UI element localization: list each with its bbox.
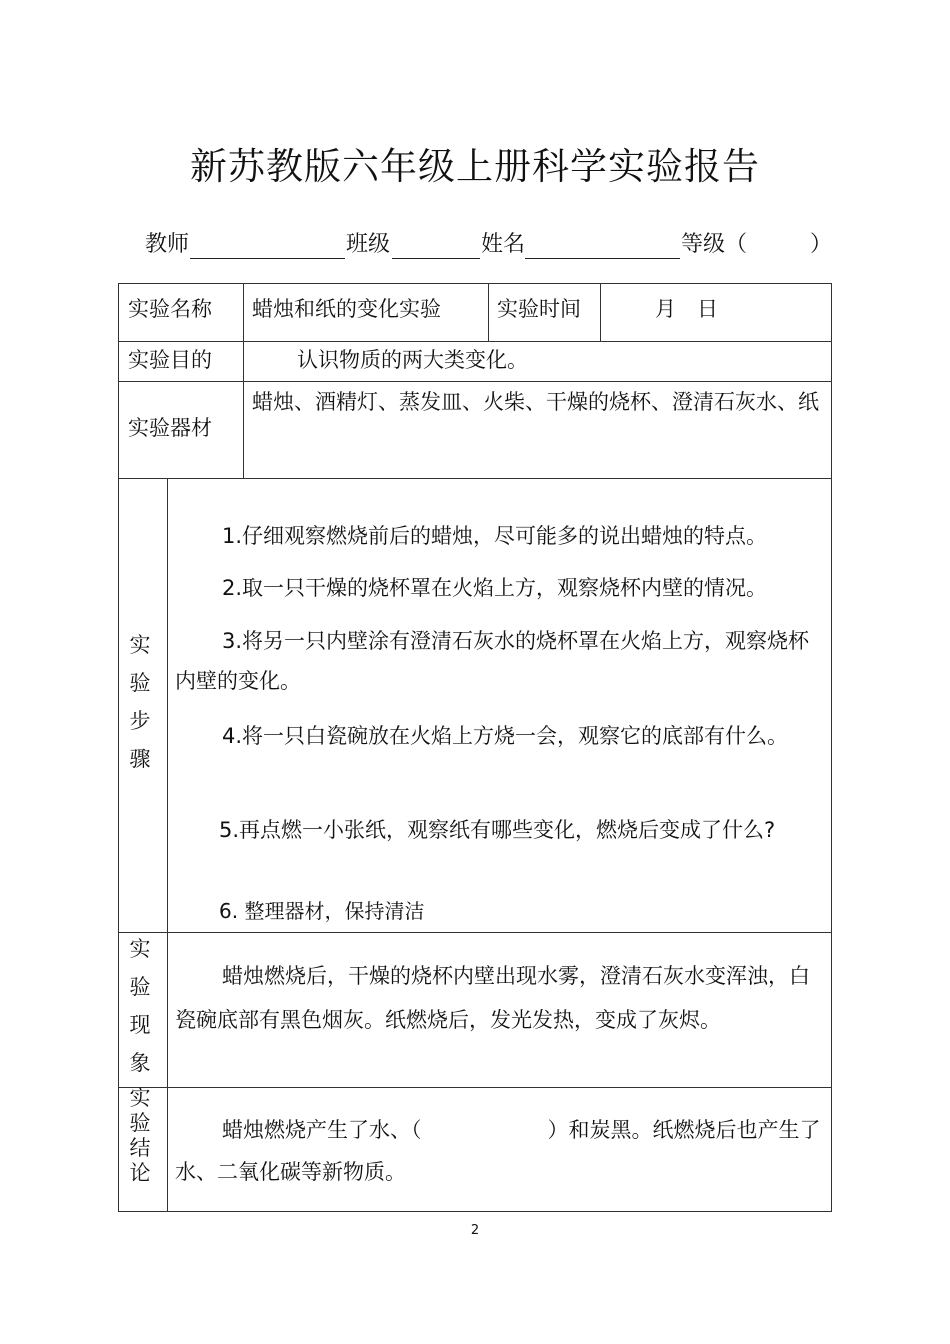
name-blank[interactable] <box>525 258 680 259</box>
grade-label: 等级（ <box>681 232 748 257</box>
step-item: 1.仔细观察燃烧前后的蜡烛，尽可能多的说出蜡烛的特点。 <box>222 524 768 548</box>
name-label: 姓名 <box>481 232 526 257</box>
steps-label: 实验步骤 <box>129 633 151 771</box>
step-item: 5.再点燃一小张纸，观察纸有哪些变化，燃烧后变成了什么? <box>219 818 776 842</box>
teacher-blank[interactable] <box>190 258 345 259</box>
experiment-time-label: 实验时间 <box>497 297 581 321</box>
experiment-name-value: 蜡烛和纸的变化实验 <box>252 297 441 321</box>
step-item: 3.将另一只内壁涂有澄清石灰水的烧杯罩在火焰上方，观察烧杯内壁的变化。 <box>175 629 810 693</box>
experiment-name-label: 实验名称 <box>128 297 212 321</box>
materials-value: 蜡烛、酒精灯、蒸发皿、火柴、干燥的烧杯、澄清石灰水、纸 <box>252 390 819 414</box>
materials-label: 实验器材 <box>128 416 212 440</box>
page-number: 2 <box>470 1223 480 1238</box>
step-item: 2.取一只干燥的烧杯罩在火焰上方，观察烧杯内壁的情况。 <box>222 576 768 600</box>
grade-close: ） <box>810 232 833 257</box>
purpose-label: 实验目的 <box>128 348 212 372</box>
page-title: 新苏教版六年级上册科学实验报告 <box>190 145 760 188</box>
phenomenon-label: 实验现象 <box>129 937 151 1075</box>
teacher-label: 教师 <box>145 232 190 257</box>
step-item: 4.将一只白瓷碗放在火焰上方烧一会，观察它的底部有什么。 <box>222 724 789 748</box>
phenomenon-value: 蜡烛燃烧后，干燥的烧杯内壁出现水雾，澄清石灰水变浑浊，白瓷碗底部有黑色烟灰。纸燃烧后，发光发热，变成了灰烬。 <box>175 964 810 1032</box>
conclusion-value: 蜡烛燃烧产生了水、（ ）和炭黑。纸燃烧后也产生了水、二氧化碳等新物质。 <box>175 1118 821 1184</box>
conclusion-label: 实验结论 <box>129 1086 151 1185</box>
experiment-time-value: 月 日 <box>655 297 718 321</box>
class-label: 班级 <box>346 232 391 257</box>
purpose-value: 认识物质的两大类变化。 <box>297 348 528 372</box>
class-blank[interactable] <box>392 258 480 259</box>
step-item: 6. 整理器材，保持清洁 <box>219 899 425 923</box>
